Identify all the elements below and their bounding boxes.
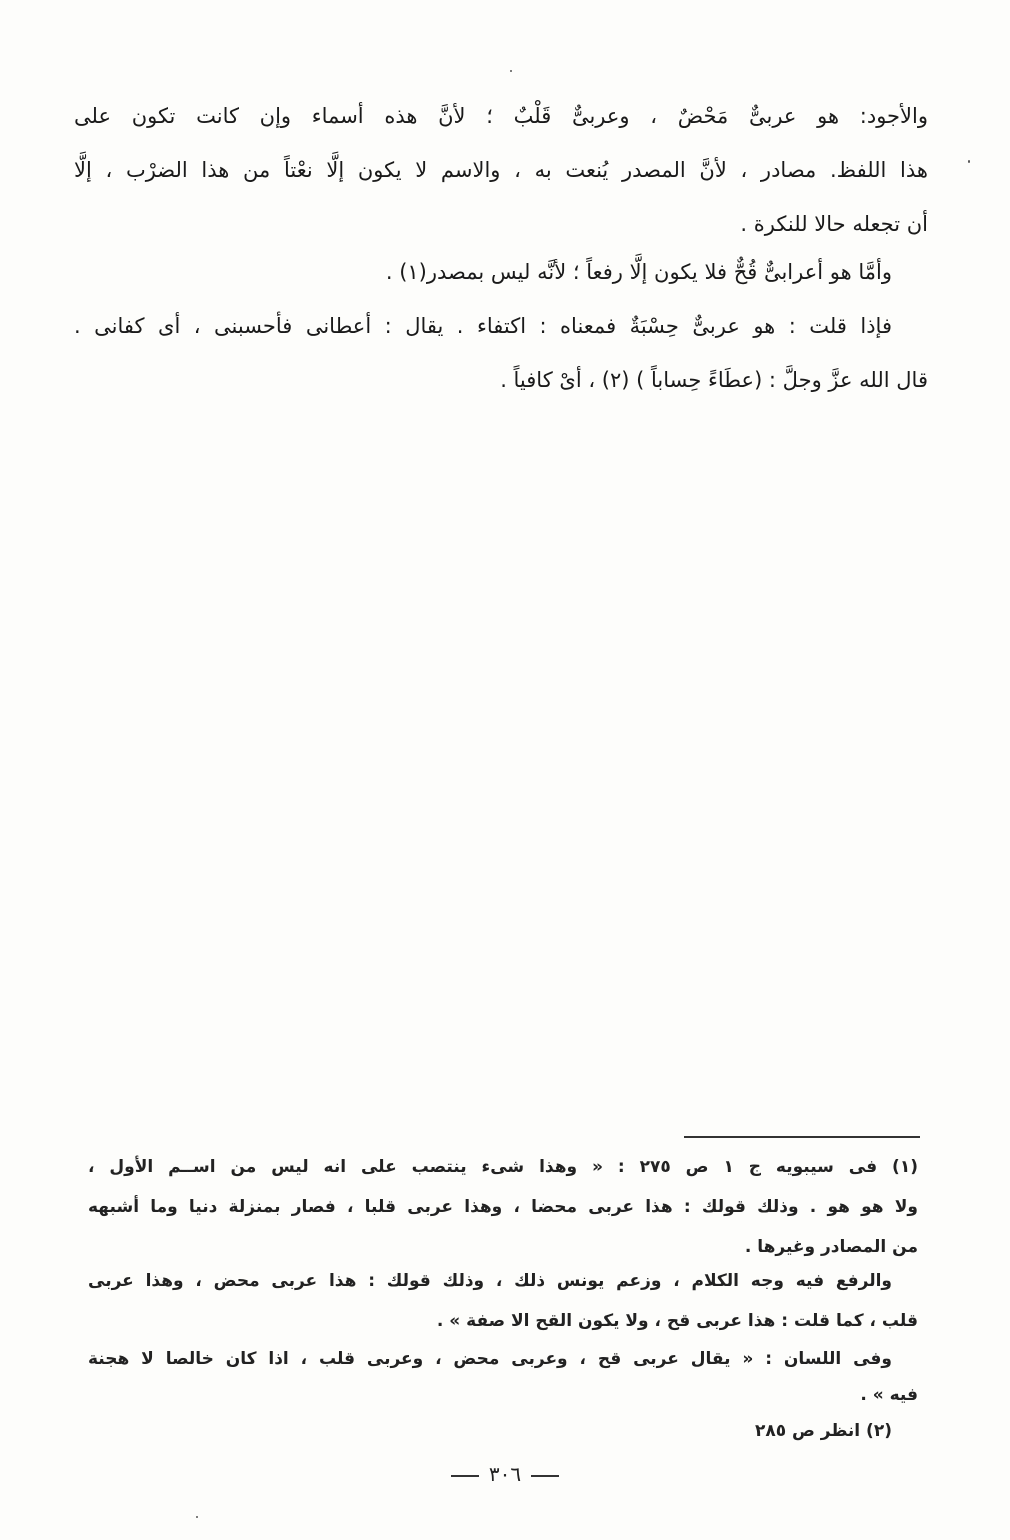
body-line-2: هذا اللفظ. مصادر ، لأنَّ المصدر يُنعت به ، والاسم لا يكون إلَّا نعْتاً من هذا الضرْب ، إلَّا: [74, 158, 928, 182]
footnote-line-8: (٢) انظر ص ٢٨٥: [754, 1421, 892, 1441]
footnote-line-2: ولا هو هو . وذلك قولك : هذا عربى محضا ، وهذا عربى قلبا ، فصار بمنزلة دنيا وما أشبهه: [88, 1197, 918, 1217]
footnote-line-4: والرفع فيه وجه الكلام ، وزعم يونس ذلك ، وذلك قولك : هذا عربى محض ، وهذا عربى: [88, 1271, 892, 1291]
page-number-dash-right: [531, 1475, 559, 1477]
body-line-3: أن تجعله حالا للنكرة .: [740, 212, 928, 236]
body-line-6: قال الله عزَّ وجلَّ : (عطَاءً حِساباً ) (٢) ، أىْ كافياً .: [500, 368, 928, 392]
footnote-line-3: من المصادر وغيرها .: [744, 1237, 918, 1257]
page-number-value: ٣٠٦: [488, 1462, 522, 1486]
footnote-line-5: قلب ، كما قلت : هذا عربى قح ، ولا يكون القح الا صفة » .: [436, 1311, 918, 1331]
scan-speck: [968, 160, 970, 163]
footnote-line-7: فيه » .: [860, 1385, 918, 1405]
scan-speck: [196, 1516, 198, 1518]
body-line-1: والأجود: هو عربىٌّ مَحْضٌ ، وعربىٌّ قَلْبٌ ؛ لأنَّ هذه أسماء وإن كانت تكون على: [74, 104, 928, 128]
body-line-4: وأمَّا هو أعرابىٌّ قُحٌّ فلا يكون إلَّا رفعاً ؛ لأنَّه ليس بمصدر(١) .: [385, 260, 892, 284]
scan-speck: [510, 70, 512, 72]
footnote-line-6: وفى اللسان : « يقال عربى قح ، وعربى محض ، وعربى قلب ، اذا كان خالصا لا هجنة: [88, 1349, 892, 1369]
footnote-separator: [684, 1136, 920, 1138]
page-number-dash-left: [451, 1475, 479, 1477]
footnote-line-1: (١) فى سيبويه ج ١ ص ٢٧٥ : « وهذا شىء ينتصب على انه ليس من اســم الأول ،: [88, 1157, 918, 1177]
body-line-5: فإذا قلت : هو عربىٌّ حِسْبَةٌ فمعناه : اكتفاء . يقال : أعطانى فأحسبنى ، أى كفانى .: [74, 314, 892, 338]
page-number: [0, 1462, 1010, 1486]
